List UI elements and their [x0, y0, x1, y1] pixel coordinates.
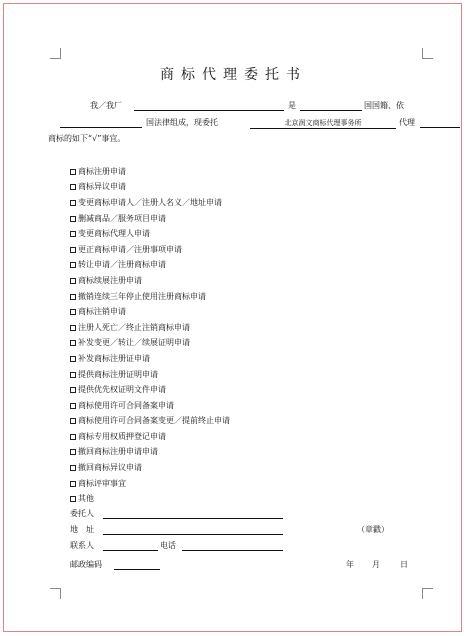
- matters-label: 商标的如下“√”事宜。: [48, 134, 126, 143]
- checklist-item[interactable]: 商标评审事宜: [70, 476, 230, 492]
- contact-blank[interactable]: [103, 550, 158, 551]
- principal-label: 我／我厂: [90, 101, 122, 110]
- checkbox[interactable]: [70, 481, 76, 487]
- checklist-item[interactable]: 更正商标申请／注册事项申请: [70, 242, 230, 258]
- document-title: 商标代理委托书: [160, 67, 307, 83]
- checkbox[interactable]: [70, 434, 76, 440]
- year-label: 年: [346, 560, 354, 569]
- checklist-item[interactable]: 商标使用许可合同备案变更／提前终止申请: [70, 414, 230, 430]
- principal-blank[interactable]: [134, 110, 284, 111]
- checkbox[interactable]: [70, 262, 76, 268]
- checklist-item[interactable]: 商标使用许可合同备案申请: [70, 398, 230, 414]
- day-label: 日: [400, 560, 408, 569]
- principal-signature-label: 委托人: [70, 509, 94, 518]
- checklist-item[interactable]: 撤销连续三年停止使用注册商标申请: [70, 289, 230, 305]
- checklist-item[interactable]: 商标异议申请: [70, 180, 230, 196]
- contact-label: 联系人: [70, 541, 94, 550]
- country-blank[interactable]: [60, 127, 142, 128]
- checkbox[interactable]: [70, 309, 76, 315]
- checkbox[interactable]: [70, 231, 76, 237]
- checklist-item[interactable]: 注册人死亡／终止注销商标申请: [70, 320, 230, 336]
- checklist-item[interactable]: 商标专用权质押登记申请: [70, 429, 230, 445]
- checkbox[interactable]: [70, 465, 76, 471]
- checklist-item[interactable]: 撤回商标注册申请申请: [70, 445, 230, 461]
- agent-name: 北京润文商标代理事务所: [250, 118, 396, 129]
- checklist-item[interactable]: 提供优先权证明文件申请: [70, 382, 230, 398]
- checkbox[interactable]: [70, 372, 76, 378]
- postcode-blank[interactable]: [114, 569, 160, 570]
- checklist-item[interactable]: 商标续展注册申请: [70, 273, 230, 289]
- nationality-blank[interactable]: [300, 110, 362, 111]
- checkbox[interactable]: [70, 418, 76, 424]
- checkbox[interactable]: [70, 216, 76, 222]
- postcode-label: 邮政编码: [70, 560, 102, 569]
- checkbox[interactable]: [70, 247, 76, 253]
- checklist-item[interactable]: 商标注册申请: [70, 164, 230, 180]
- checkbox[interactable]: [70, 356, 76, 362]
- checklist-item[interactable]: 补发变更／转让／续展证明申请: [70, 336, 230, 352]
- month-label: 月: [372, 560, 380, 569]
- checkbox[interactable]: [70, 184, 76, 190]
- law-label: 国法律组成，现委托: [146, 118, 218, 127]
- corner-mark-top-left: [50, 48, 61, 59]
- seal-label: （章戳）: [357, 525, 389, 534]
- country-label: 国国籍、依: [364, 101, 404, 110]
- principal-signature-blank[interactable]: [103, 518, 283, 519]
- checklist-item[interactable]: 其他: [70, 491, 230, 507]
- checkbox[interactable]: [70, 387, 76, 393]
- corner-mark-bottom-right: [422, 588, 433, 599]
- address-label: 地 址: [70, 525, 94, 534]
- checklist-item[interactable]: 转让申请／注册商标申请: [70, 258, 230, 274]
- checkbox[interactable]: [70, 325, 76, 331]
- agent-suffix: 代理: [399, 118, 415, 127]
- corner-mark-top-right: [422, 48, 433, 59]
- checklist-item[interactable]: 撤回商标异议申请: [70, 460, 230, 476]
- checkbox[interactable]: [70, 278, 76, 284]
- checklist-item[interactable]: 变更商标申请人／注册人名义／地址申请: [70, 195, 230, 211]
- checkbox[interactable]: [70, 403, 76, 409]
- matters-checklist: [70, 164, 230, 507]
- checklist-item[interactable]: 删减商品／服务项目申请: [70, 211, 230, 227]
- checkbox[interactable]: [70, 294, 76, 300]
- phone-blank[interactable]: [182, 550, 283, 551]
- checkbox[interactable]: [70, 449, 76, 455]
- checkbox[interactable]: [70, 200, 76, 206]
- agency-blank[interactable]: [420, 127, 460, 128]
- corner-mark-bottom-left: [50, 588, 61, 599]
- address-blank[interactable]: [103, 534, 283, 535]
- checklist-item[interactable]: 补发商标注册证申请: [70, 351, 230, 367]
- checklist-item[interactable]: 商标注销申请: [70, 304, 230, 320]
- checkbox[interactable]: [70, 169, 76, 175]
- checkbox[interactable]: [70, 496, 76, 502]
- checklist-item[interactable]: 提供商标注册证明申请: [70, 367, 230, 383]
- checklist-item[interactable]: 变更商标代理人申请: [70, 226, 230, 242]
- phone-label: 电话: [160, 541, 176, 550]
- is-label: 是: [288, 101, 296, 110]
- checkbox[interactable]: [70, 340, 76, 346]
